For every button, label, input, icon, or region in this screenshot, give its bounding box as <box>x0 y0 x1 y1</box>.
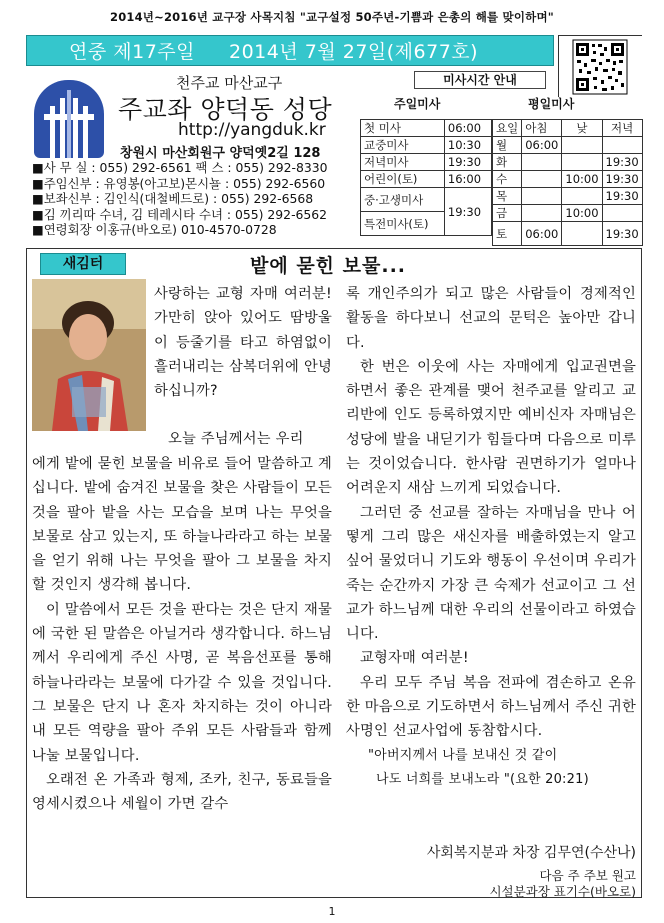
paragraph-1-start: 오늘 주님께서는 우리 <box>168 431 304 448</box>
time-cell <box>522 188 562 205</box>
time-cell: 19:30 <box>602 154 642 171</box>
mass-time: 19:30 <box>444 154 491 171</box>
contact-funeral-committee: ■연령회장 이홍규(바오로) 010-4570-0728 <box>32 222 277 238</box>
mass-name: 특전미사(토) <box>361 212 445 236</box>
column-header: 낮 <box>562 120 602 137</box>
time-cell <box>522 154 562 171</box>
weekday-mass-header: 평일미사 <box>528 97 575 111</box>
right-paragraph-2: 한 번은 이웃에 사는 자매에게 입교권면을 하면서 좋은 관계를 맺어 천주교를 알리고 교리반에 인도 등록하였지만 예비신자 자매님은 성당에 발을 내딛기가 힘들다며 다음으로 미루는 것이었습니다. 한사람 권면하기가 얼마나 어려운지 새삼 느끼게 되었습니다. <box>346 358 636 497</box>
weekday-cell: 목 <box>493 188 522 205</box>
time-cell <box>562 188 602 205</box>
church-website-link[interactable]: http://yangduk.kr <box>178 120 326 140</box>
scripture-quote-line-2: 나도 너희를 보내노라 "(요한 20:21) <box>376 771 589 787</box>
church-logo-icon <box>34 80 104 158</box>
weekday-mass-table <box>492 119 643 246</box>
mass-time: 10:30 <box>444 137 491 154</box>
weekday-cell: 토 <box>493 222 522 246</box>
table-row <box>493 154 643 171</box>
next-issue-note: 다음 주 주보 원고 <box>539 868 636 883</box>
column-header: 저녁 <box>602 120 642 137</box>
church-name: 주교좌 양덕동 성당 <box>118 95 333 124</box>
mass-time: 19:30 <box>444 188 491 236</box>
church-info <box>26 68 356 243</box>
table-row <box>361 120 492 137</box>
section-tag: 새김터 <box>40 253 126 275</box>
table-row <box>361 171 492 188</box>
issue-date-band <box>26 35 554 66</box>
table-row <box>493 205 643 222</box>
church-address: 창원시 마산회원구 양덕옛2길 128 <box>120 146 321 161</box>
table-row <box>493 188 643 205</box>
sunday-mass-header: 주일미사 <box>394 97 441 111</box>
time-cell: 06:00 <box>522 137 562 154</box>
mass-name: 어린이(토) <box>361 171 445 188</box>
time-cell: 06:00 <box>522 222 562 246</box>
weekday-cell: 수 <box>493 171 522 188</box>
contact-office: ■사 무 실 : 055) 292-6561 팩 스 : 055) 292-8330 <box>32 160 328 175</box>
mass-schedule-title: 미사시간 안내 <box>414 71 546 89</box>
mass-name: 중·고생미사 <box>361 188 445 212</box>
paragraph-3: 오래전 온 가족과 형제, 조카, 친구, 동료들을 영세시켰으나 세월이 가면 갈수 <box>32 771 332 813</box>
contact-list <box>32 160 364 238</box>
contact-sisters: ■김 끼리따 수녀, 김 테레시타 수녀 : 055) 292-6562 <box>32 206 328 222</box>
pastoral-slogan: 2014년~2016년 교구장 사목지침 "교구설정 50주년-기쁨과 은총의 해를 맞이하며" <box>110 10 554 24</box>
article-right-column <box>346 282 636 792</box>
article-left-column <box>32 452 332 816</box>
mass-name: 첫 미사 <box>361 120 445 137</box>
mass-name: 저녁미사 <box>361 154 445 171</box>
column-header: 요일 <box>493 120 522 137</box>
time-cell <box>522 171 562 188</box>
time-cell: 10:00 <box>562 171 602 188</box>
time-cell: 19:30 <box>602 188 642 205</box>
paragraph-2: 이 말씀에서 모든 것을 판다는 것은 단지 재물에 국한 된 말씀은 아닐거라 생각합니다. 하느님께서 우리에게 주신 사명, 곧 복음선포를 통해 하늘나라라는 보물에 다가갈 수 있을 것입니다. 그 보물은 단지 나 혼자 차지하는 것이 아니라 내 모든 역량을 팔아 주위 모든 사람들과 함께 나눌 보물입니다. <box>32 601 332 764</box>
weekday-cell: 금 <box>493 205 522 222</box>
weekday-cell: 화 <box>493 154 522 171</box>
author-photo <box>32 279 146 431</box>
weekday-cell: 월 <box>493 137 522 154</box>
time-cell <box>562 154 602 171</box>
time-cell <box>562 137 602 154</box>
time-cell <box>602 205 642 222</box>
table-row <box>493 137 643 154</box>
table-row <box>361 154 492 171</box>
right-paragraph-1: 록 개인주의가 되고 많은 사람들이 경제적인 활동을 하다보니 선교의 문턱은 높아만 갑니다. <box>346 286 636 351</box>
mass-time: 06:00 <box>444 120 491 137</box>
column-header: 아침 <box>522 120 562 137</box>
table-row <box>493 222 643 246</box>
right-paragraph-4: 교형자매 여러분! <box>360 650 469 667</box>
mass-schedule <box>360 68 642 244</box>
paragraph-1: 에게 밭에 묻힌 보물을 비유로 들어 말씀하고 계십니다. 밭에 숨겨진 보물을 찾은 사람들이 모든 것을 팔아 밭을 사는 모습을 보며 나는 무엇을 보물로 삼고 있는지, 또 하늘나라라고 하는 보물을 얻기 위해 나는 무엇을 팔아 그 보물을 차지할 것인지 생각해 봅니다. <box>32 456 332 594</box>
article-intro <box>154 282 332 452</box>
contact-pastor: ■주임신부 : 유영봉(아고보)몬시뇰 : 055) 292-6560 <box>32 175 326 191</box>
time-cell: 19:30 <box>602 171 642 188</box>
time-cell: 10:00 <box>562 205 602 222</box>
liturgical-season: 연중 제17주일 <box>69 41 195 63</box>
time-cell: 19:30 <box>602 222 642 246</box>
article-author: 사회복지분과 차장 김무연(수산나) <box>426 845 636 861</box>
intro-paragraph: 사랑하는 교형 자매 여러분! 가만히 앉아 있어도 땀방울이 등줄기를 타고 하염없이 흘러내리는 삼복더위에 안녕하십니까? <box>154 286 332 400</box>
time-cell <box>522 205 562 222</box>
article-title: 밭에 묻힌 보물... <box>250 255 407 277</box>
page-number: 1 <box>328 905 336 918</box>
time-cell <box>562 222 602 246</box>
mass-name: 교중미사 <box>361 137 445 154</box>
scripture-quote-line-1: "아버지께서 나를 보내신 것 같이 <box>368 747 558 763</box>
mass-time: 16:00 <box>444 171 491 188</box>
right-paragraph-3: 그러던 중 선교를 잘하는 자매님을 만나 어떻게 그리 많은 새신자를 배출하였는지 알고 싶어 물었더니 기도와 행동이 우선이며 우리가 죽는 순간까지 가장 큰 숙제가 선교이고 그 선교가 하느님께 대한 우리의 선물이라고 하였습니다. <box>346 504 636 643</box>
table-row <box>493 171 643 188</box>
next-issue-writer: 시설분과장 표기수(바오로) <box>489 884 636 899</box>
diocese-name: 천주교 마산교구 <box>176 74 283 92</box>
issue-date: 2014년 7월 27일(제677호) <box>229 41 479 63</box>
contact-assistant-priest: ■보좌신부 : 김인식(대철베드로) : 055) 292-6568 <box>32 191 314 207</box>
right-paragraph-5: 우리 모두 주님 복음 전파에 겸손하고 온유한 마음으로 기도하면서 하느님께서 주신 귀한 사명인 선교사업에 동참합시다. <box>346 674 636 740</box>
table-row <box>493 120 643 137</box>
time-cell <box>602 137 642 154</box>
table-row <box>361 137 492 154</box>
sunday-mass-table <box>360 119 492 236</box>
table-row <box>361 188 492 212</box>
